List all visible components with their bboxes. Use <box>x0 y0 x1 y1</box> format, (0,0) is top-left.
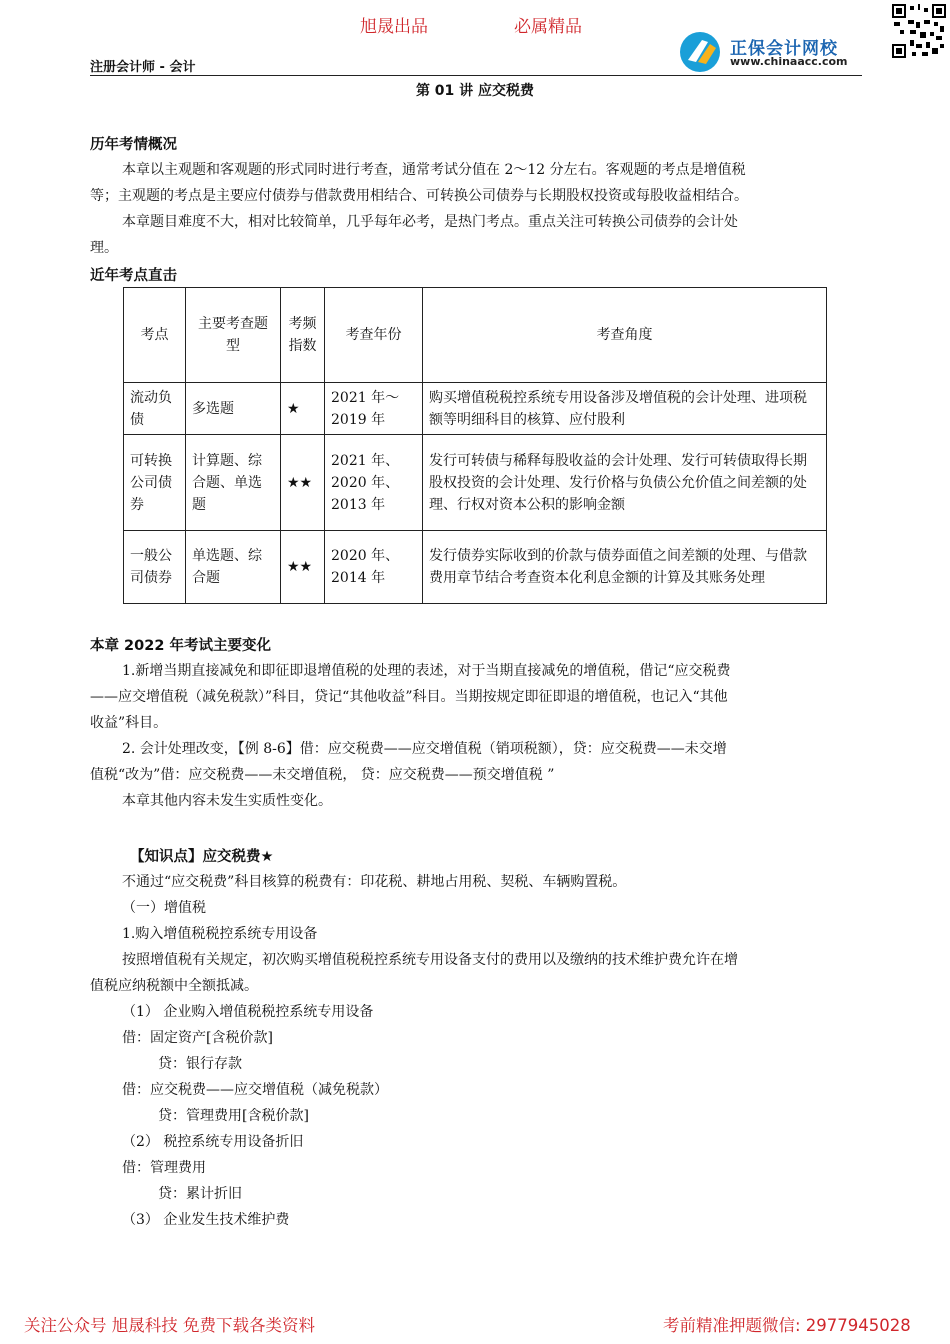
lecture-title: 第 01 讲 应交税费 <box>415 83 535 99</box>
qr-code <box>892 4 946 58</box>
knowledge-step1: （1） 企业购入增值税税控系统专用设备 <box>122 1004 374 1020</box>
header-freq: 考频指数 <box>281 288 325 383</box>
changes-item3: 本章其他内容未发生实质性变化。 <box>122 793 332 809</box>
entry2-debit: 借：应交税费——应交增值税（减免税款） <box>122 1082 388 1098</box>
header-type: 主要考查题型 <box>186 288 281 383</box>
cell-type: 计算题、综合题、单选题 <box>186 435 281 531</box>
header-divider <box>90 75 862 76</box>
footer-right-contact: 考前精准押题微信: 2977945028 <box>663 1316 911 1335</box>
knowledge-step3: （3） 企业发生技术维护费 <box>122 1212 290 1228</box>
cell-type: 单选题、综合题 <box>186 531 281 604</box>
slogan-left: 旭晟出品 <box>360 17 428 37</box>
cell-angle: 购买增值税税控系统专用设备涉及增值税的会计处理、进项税额等明细科目的核算、应付股利 <box>423 383 827 435</box>
entry1-debit: 借：固定资产[含税价款] <box>122 1030 273 1046</box>
changes-item1-line3: 收益”科目。 <box>90 715 168 731</box>
knowledge-step2: （2） 税控系统专用设备折旧 <box>122 1134 304 1150</box>
changes-item2-line2: 值税“改为”借：应交税费——未交增值税， 贷：应交税费——预交增值税 ” <box>90 767 555 783</box>
logo-mark-icon <box>678 30 726 74</box>
cell-type: 多选题 <box>186 383 281 435</box>
chinaacc-logo <box>678 30 868 74</box>
changes-heading: 本章 2022 年考试主要变化 <box>90 638 271 654</box>
footer-left-promo: 关注公众号 旭晟科技 免费下载各类资料 <box>24 1316 315 1335</box>
logo-title: 正保会计网校 <box>730 39 838 59</box>
changes-item2-line1: 2. 会计处理改变，【例 8-6】借：应交税费——应交增值税（销项税额），贷：应交税费——未交增 <box>122 741 727 757</box>
overview-para1-line1: 本章以主观题和客观题的形式同时进行考查，通常考试分值在 2～12 分左右。客观题的考点是增值税 <box>122 162 746 178</box>
overview-para2-line1: 本章题目难度不大，相对比较简单，几乎每年必考，是热门考点。重点关注可转换公司债券的会计处 <box>122 214 738 230</box>
entry2-credit: 贷：管理费用[含税价款] <box>158 1108 309 1124</box>
table-header-row <box>124 288 827 383</box>
entry3-credit: 贷：累计折旧 <box>158 1186 242 1202</box>
slogan-right: 必属精品 <box>514 17 582 37</box>
knowledge-title: 【知识点】应交税费★ <box>130 849 274 865</box>
header-years: 考查年份 <box>325 288 423 383</box>
overview-heading: 历年考情概况 <box>90 137 177 153</box>
cell-angle: 发行可转债与稀释每股收益的会计处理、发行可转债取得长期股权投资的会计处理、发行价格与负债公允价值之间差额的处理、行权对资本公积的影响金额 <box>423 435 827 531</box>
table-row <box>124 531 827 604</box>
cell-angle: 发行债券实际收到的价款与债券面值之间差额的处理、与借款费用章节结合考查资本化利息金额的计算及其账务处理 <box>423 531 827 604</box>
overview-para2-line2: 理。 <box>90 240 118 256</box>
knowledge-rule-line2: 值税应纳税额中全额抵减。 <box>90 978 258 994</box>
knowledge-sub1-1: 1.购入增值税税控系统专用设备 <box>122 926 318 942</box>
entry3-debit: 借：管理费用 <box>122 1160 206 1176</box>
changes-item1-line1: 1.新增当期直接减免和即征即退增值税的处理的表述，对于当期直接减免的增值税，借记“应交税费 <box>122 663 731 679</box>
header-point: 考点 <box>124 288 186 383</box>
table-row <box>124 435 827 531</box>
entry1-credit: 贷：银行存款 <box>158 1056 242 1072</box>
changes-item1-line2: ——应交增值税（减免税款）”科目，贷记“其他收益”科目。当期按规定即征即退的增值税，也记入“其他 <box>90 689 728 705</box>
knowledge-intro: 不通过“应交税费”科目核算的税费有：印花税、耕地占用税、契税、车辆购置税。 <box>122 874 627 890</box>
knowledge-sub1: （一）增值税 <box>122 900 206 916</box>
cell-years: 2020 年、2014 年 <box>325 531 423 604</box>
knowledge-rule-line1: 按照增值税有关规定，初次购买增值税税控系统专用设备支付的费用以及缴纳的技术维护费允许在增 <box>122 952 738 968</box>
cell-point: 可转换公司债券 <box>124 435 186 531</box>
logo-url: www.chinaacc.com <box>730 55 848 68</box>
course-name: 注册会计师 - 会计 <box>90 60 196 75</box>
cell-point: 流动负债 <box>124 383 186 435</box>
cell-years: 2021 年、2020 年、2013 年 <box>325 435 423 531</box>
table-heading: 近年考点直击 <box>90 268 177 284</box>
cell-point: 一般公司债券 <box>124 531 186 604</box>
cell-stars: ★★ <box>281 531 325 604</box>
exam-points-table <box>123 287 827 604</box>
cell-years: 2021 年～2019 年 <box>325 383 423 435</box>
cell-stars: ★★ <box>281 435 325 531</box>
overview-para1-line2: 等；主观题的考点是主要应付债券与借款费用相结合、可转换公司债券与长期股权投资或每股收益相结合。 <box>90 188 748 204</box>
table-row <box>124 383 827 435</box>
cell-stars: ★ <box>281 383 325 435</box>
header-angle: 考查角度 <box>423 288 827 383</box>
